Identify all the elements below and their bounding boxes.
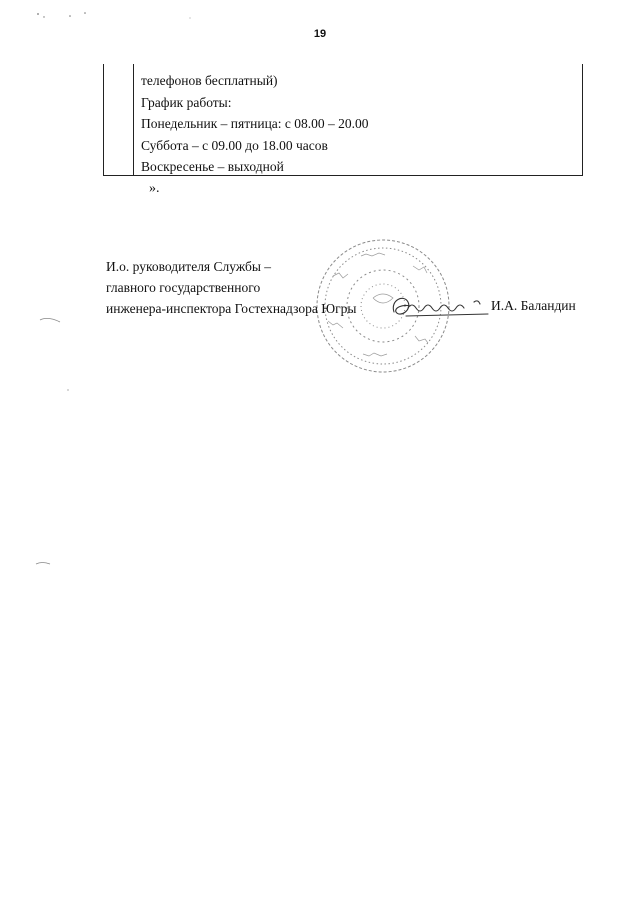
signer-name: И.А. Баландин <box>491 298 576 313</box>
schedule-table <box>103 64 583 176</box>
signer-title-line: инженера-инспектора Гостехнадзора Югры <box>106 301 357 316</box>
table-text-line: Воскресенье – выходной <box>141 159 284 174</box>
table-text-line: телефонов бесплатный) <box>141 73 278 88</box>
schedule-cell <box>141 70 369 178</box>
handwritten-signature-icon <box>388 290 492 326</box>
table-column-divider <box>133 64 134 175</box>
signer-title-line: главного государственного <box>106 280 261 295</box>
table-text-line: График работы: <box>141 94 232 110</box>
closing-quote: ». <box>149 181 160 196</box>
signature-block <box>106 256 356 319</box>
table-text-line: Суббота – с 09.00 до 18.00 часов <box>141 137 328 153</box>
signer-title-line: И.о. руководителя Службы – <box>106 259 272 274</box>
table-text-line: Понедельник – пятница: с 08.00 – 20.00 <box>141 116 369 131</box>
page-number: 19 <box>313 28 327 40</box>
